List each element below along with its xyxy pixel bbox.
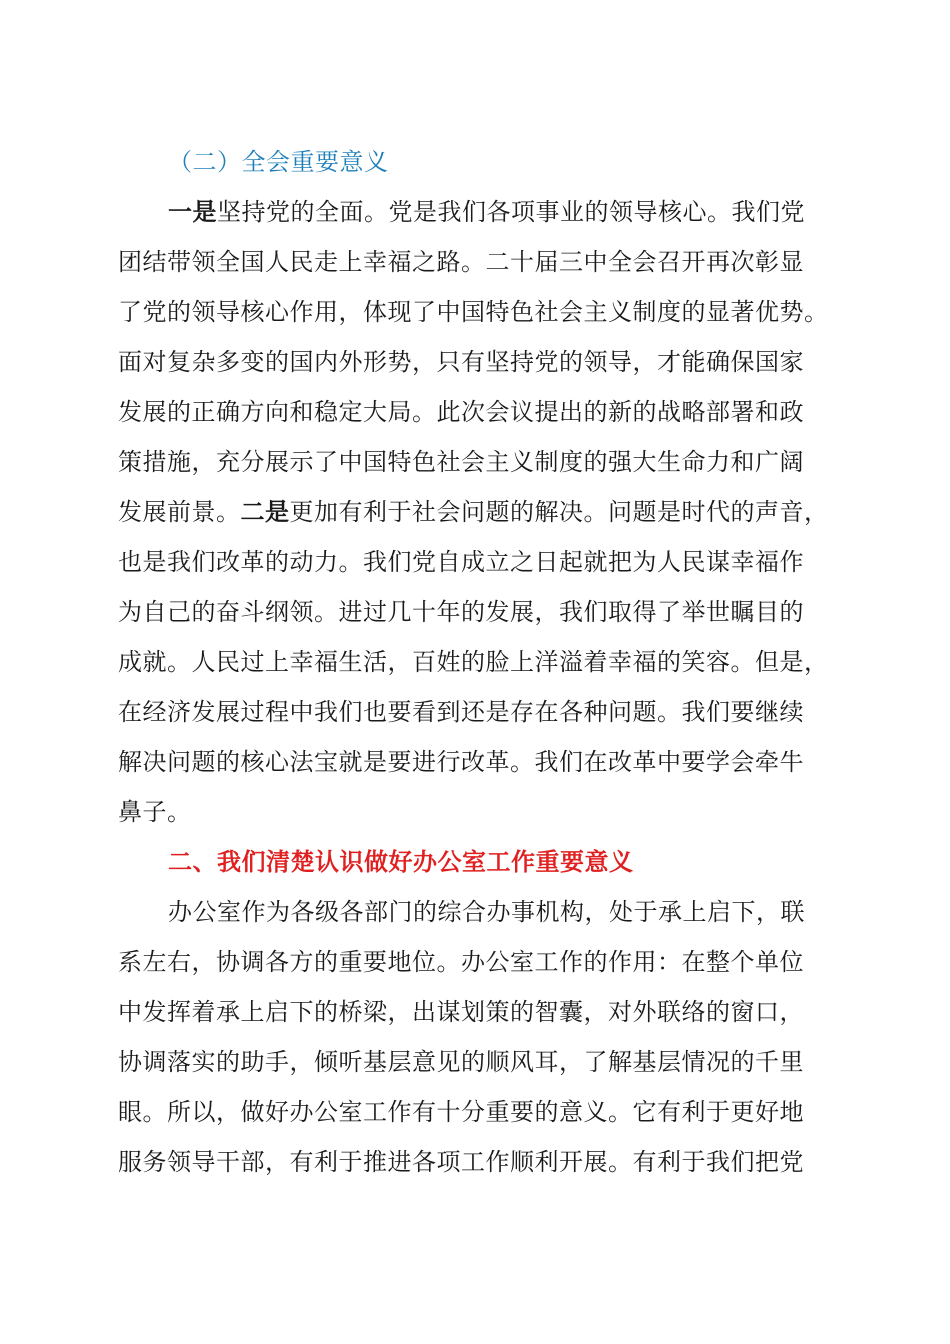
paragraph-line: 办公室作为各级各部门的综合办事机构，处于承上启下，联: [168, 898, 805, 926]
paragraph-line: 发展的正确方向和稳定大局。此次会议提出的新的战略部署和政: [118, 398, 804, 426]
paragraph-line: 团结带领全国人民走上幸福之路。二十届三中全会召开再次彰显: [118, 248, 804, 276]
section-heading: 二、我们清楚认识做好办公室工作重要意义: [168, 847, 634, 876]
paragraph-line: 中发挥着承上启下的桥梁，出谋划策的智囊，对外联络的窗口，: [118, 998, 804, 1026]
paragraph-line: 系左右，协调各方的重要地位。办公室工作的作用：在整个单位: [118, 948, 804, 976]
paragraph-line: 解决问题的核心法宝就是要进行改革。我们在改革中要学会牵牛: [118, 748, 804, 776]
paragraph-line: 了党的领导核心作用，体现了中国特色社会主义制度的显著优势。: [118, 298, 829, 326]
line-text: 发展前景。: [118, 498, 241, 526]
paragraph-line: 服务领导干部，有利于推进各项工作顺利开展。有利于我们把党: [118, 1148, 804, 1176]
paragraph-line: 眼。所以，做好办公室工作有十分重要的意义。它有利于更好地: [118, 1098, 804, 1126]
paragraph-line: [168, 197, 805, 227]
paragraph-line: 协调落实的助手，倾听基层意见的顺风耳，了解基层情况的千里: [118, 1048, 804, 1076]
paragraph-line: 鼻子。: [118, 798, 192, 826]
line-text: 坚持党的全面。党是我们各项事业的领导核心。我们党: [217, 198, 805, 226]
paragraph-line: 为自己的奋斗纲领。进过几十年的发展，我们取得了举世瞩目的: [118, 598, 804, 626]
paragraph-line: 策措施，充分展示了中国特色社会主义制度的强大生命力和广阔: [118, 448, 804, 476]
paragraph-line: 也是我们改革的动力。我们党自成立之日起就把为人民谋幸福作: [118, 548, 804, 576]
line-text: 更加有利于社会问题的解决。问题是时代的声音，: [289, 498, 829, 526]
paragraph-line: 在经济发展过程中我们也要看到还是存在各种问题。我们要继续: [118, 698, 804, 726]
paragraph-line: [118, 497, 829, 527]
section-subheading: （二）全会重要意义: [168, 148, 389, 176]
bold-lead: 二是: [240, 497, 290, 526]
paragraph-line: 成就。人民过上幸福生活，百姓的脸上洋溢着幸福的笑容。但是，: [118, 648, 829, 676]
paragraph-line: 面对复杂多变的国内外形势，只有坚持党的领导，才能确保国家: [118, 348, 804, 376]
bold-lead: 一是: [168, 197, 217, 226]
